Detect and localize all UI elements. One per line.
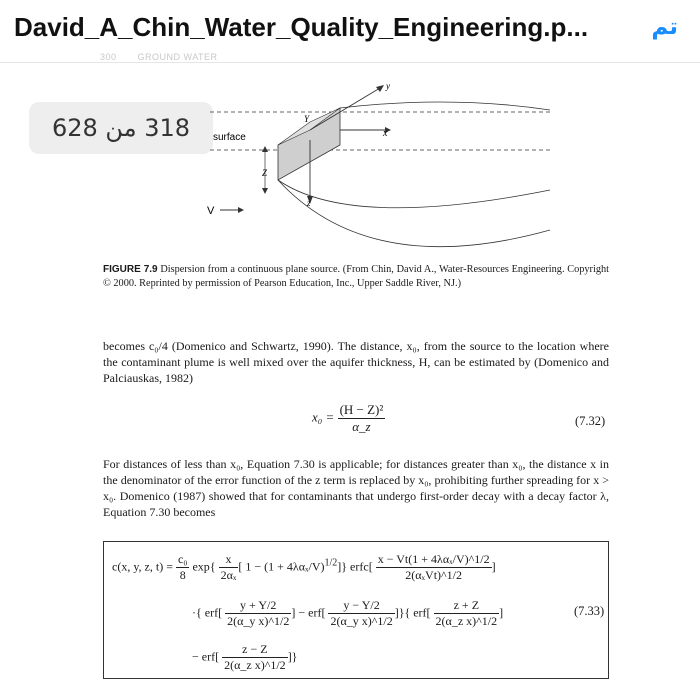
eq733-yplus-fraction bbox=[225, 598, 291, 629]
label-y: y bbox=[386, 81, 390, 91]
eq733-line-2: ·{ erf[ $\frac{y + Y/2}{\text{2(α\_y x)\textasciicircum{}1/2}}$ ] − erf[ $\frac{y - Y/2}{\text{2(α\_y x)\textasciicircum{}1/2}}$ ]}{ erf[ $\frac{z + Z}{\text{2(α\_z x)\textasciicircum{}1/2}}$ ] bbox=[192, 598, 504, 628]
eq732-denominator: α_z bbox=[352, 419, 371, 434]
eq733-y-plus: y + Y/2 bbox=[225, 598, 291, 614]
plane-source-figure bbox=[190, 80, 560, 260]
eq733-erf-4: erf bbox=[201, 649, 216, 664]
eq733-2ax: 2αₓ bbox=[220, 568, 237, 582]
caption-label: FIGURE 7.9 bbox=[103, 264, 158, 275]
eq733-line-1: c(x, y, z, t) = $\frac{\text{c₀}}{8}$ exp{ $\frac{x}{\text{2αₓ}}$ [ $1 - (1 + 4\lambda\alpha_x/V)^{1/2}$]} erfc[ $\frac{\text{x − Vt(1 + 4λαₓ/V)\textasciicircum{}1/2}}{\text{2(αₓVt)\textasciicircum{}1/2}}$ ] bbox=[112, 552, 496, 582]
label-V: V bbox=[207, 205, 215, 217]
eq733-lhs: c(x, y, z, t) = bbox=[112, 559, 173, 574]
eq733-zplus-fraction bbox=[434, 598, 500, 629]
eq733-z-minus: z − Z bbox=[222, 642, 288, 658]
eq733-c0-over-8 bbox=[176, 552, 190, 583]
eq733-zminus-fraction bbox=[222, 642, 288, 673]
caption-text: Dispersion from a continuous plane source. (From Chin, David A., Water-Resources Engineering. Copyright © 2000. Reprinted by permission of Pearson Education, Inc., Upper Saddle River, NJ.) bbox=[103, 264, 609, 289]
eq733-ay-den-1: 2(α_y x)^1/2 bbox=[227, 614, 290, 628]
eq733-half: 1/2 bbox=[324, 557, 338, 569]
eq733-number: (7.33) bbox=[574, 604, 605, 618]
document-title: David_A_Chin_Water_Quality_Engineering.p... bbox=[14, 12, 589, 42]
plume-curve-top bbox=[340, 102, 550, 110]
eq733-exp: exp bbox=[192, 559, 210, 574]
eq733-az-den-1: 2(α_z x)^1/2 bbox=[435, 614, 498, 628]
running-title: GROUND WATER bbox=[137, 52, 218, 62]
eq733-inner: (1 + 4λαₓ/V) bbox=[264, 559, 325, 574]
y-axis bbox=[310, 88, 380, 130]
eq732-lhs: x₀ = bbox=[312, 409, 335, 425]
eq732-number: (7.32) bbox=[575, 414, 606, 428]
eq733-minus-2: − bbox=[192, 649, 199, 664]
Z-dimension-arrow-down bbox=[262, 188, 268, 194]
eq732-numerator: (H − Z)² bbox=[339, 402, 384, 417]
eq732-fraction bbox=[338, 402, 386, 435]
paragraph-2: For distances of less than x₀, Equation 7.30 is applicable; for distances greater than x₀, the distance x in the denominator of the error function of the z term is replaced by x₀, prohibiting further spreading for x > x₀. Domenico (1987) showed that for contaminants that undergo first-order decay with a decay factor λ, Equation 7.30 becomes bbox=[103, 457, 609, 519]
label-Y: Y bbox=[304, 114, 310, 124]
eq733-dot: · bbox=[192, 605, 196, 620]
eq733-ay-den-2: 2(α_y x)^1/2 bbox=[330, 614, 393, 628]
eq733-erf-2: erf bbox=[308, 605, 322, 620]
label-surface: surface bbox=[213, 132, 246, 143]
y-axis-arrow bbox=[376, 85, 384, 92]
eq733-erf-3: erf bbox=[413, 605, 427, 620]
done-button[interactable]: تم bbox=[651, 14, 678, 40]
eq733-one-minus: 1 − bbox=[245, 559, 262, 574]
Z-dimension-arrow-up bbox=[262, 146, 268, 152]
eq733-erfc: erfc bbox=[350, 559, 369, 574]
page-counter-badge: 318 من 628 bbox=[29, 102, 213, 154]
label-z: z bbox=[307, 198, 311, 208]
eq733-az-den-2: 2(α_z x)^1/2 bbox=[224, 658, 286, 672]
eq733-y-minus: y − Y/2 bbox=[328, 598, 394, 614]
eq733-erf-1: erf bbox=[204, 605, 219, 620]
eq733-eight: 8 bbox=[179, 568, 186, 582]
eq733-erfc-fraction bbox=[376, 552, 492, 583]
equation-7-32 bbox=[312, 402, 385, 435]
eq733-line-3: − erf[ $\frac{z - Z}{\text{2(α\_z x)\textasciicircum{}1/2}}$ ]} bbox=[192, 642, 298, 672]
eq733-c0: c₀ bbox=[177, 552, 188, 566]
plume-curve-mid bbox=[278, 180, 550, 208]
plume-curve-bottom bbox=[278, 180, 550, 247]
eq733-z-plus: z + Z bbox=[434, 598, 500, 614]
eq733-x: x bbox=[219, 552, 239, 568]
page-number: 300 bbox=[100, 52, 117, 62]
label-Z: Z bbox=[262, 168, 268, 178]
page-running-header bbox=[100, 52, 236, 62]
eq733-minus-1: − bbox=[298, 605, 306, 620]
equation-7-33-box bbox=[103, 541, 609, 679]
paragraph-1: becomes c₀/4 (Domenico and Schwartz, 1990). The distance, x₀, from the source to the location where the contaminant plume is well mixed over the aquifer thickness, H, can be estimated by (Domenico and Palciauskas, 1982) bbox=[103, 339, 609, 385]
velocity-arrowhead bbox=[238, 207, 244, 213]
eq733-x-over-2ax bbox=[219, 552, 239, 583]
figure-caption bbox=[103, 263, 609, 291]
eq733-erfc-den: 2(αₓVt)^1/2 bbox=[405, 568, 462, 582]
label-x: x bbox=[383, 128, 388, 139]
eq733-erfc-num: x − Vt(1 + 4λαₓ/V)^1/2 bbox=[377, 552, 490, 566]
eq733-yminus-fraction bbox=[328, 598, 394, 629]
